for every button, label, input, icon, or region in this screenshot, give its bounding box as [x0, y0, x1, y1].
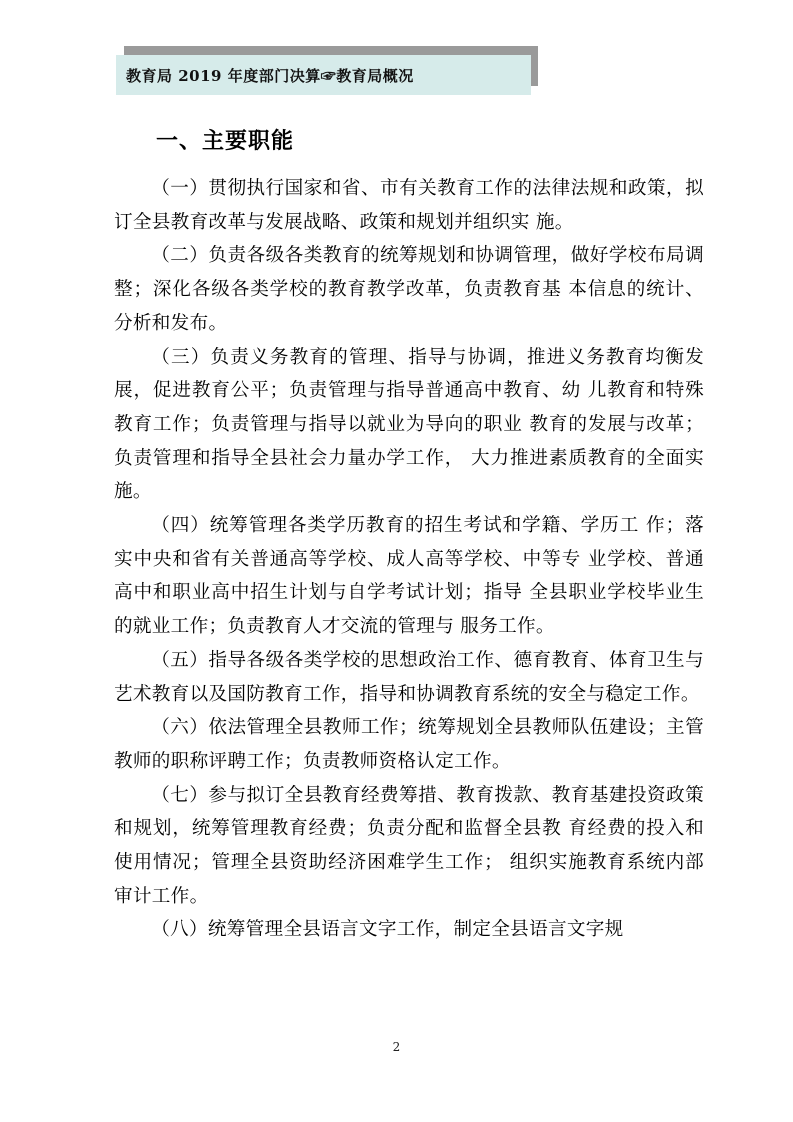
body-text [114, 172, 704, 947]
page-number: 2 [392, 1040, 401, 1054]
paragraph-6: （六）依法管理全县教师工作；统筹规划全县教师队伍建设；主管教师的职称评聘工作；负责教师资格认定工作。 [114, 717, 704, 772]
section-title: 一、主要职能 [156, 129, 295, 154]
page-header [116, 55, 531, 95]
paragraph-3: （三）负责义务教育的管理、指导与协调，推进义务教育均衡发展，促进教育公平；负责管理与指导普通高中教育、幼 儿教育和特殊教育工作；负责管理与指导以就业为导向的职业 教育的发展与改革；负责管理和指导全县社会力量办学工作， 大力推进素质教育的全面实施。 [114, 346, 704, 503]
paragraph-5: （五）指导各级各类学校的思想政治工作、德育教育、体育卫生与艺术教育以及国防教育工作，指导和协调教育系统的安全与稳定工作。 [114, 649, 704, 705]
paragraph-7: （七）参与拟订全县教育经费筹措、教育拨款、教育基建投资政策和规划，统筹管理教育经费；负责分配和监督全县教 育经费的投入和使用情况；管理全县资助经济困难学生工作； 组织实施教育系统内部审计工作。 [114, 784, 704, 907]
paragraph-2: （二）负责各级各类教育的统筹规划和协调管理，做好学校布局调整；深化各级各类学校的教育教学改革，负责教育基 本信息的统计、分析和发布。 [114, 245, 704, 334]
paragraph-1: （一）贯彻执行国家和省、市有关教育工作的法律法规和政策，拟订全县教育改革与发展战略、政策和规划并组织实 施。 [114, 178, 704, 233]
paragraph-4: （四）统筹管理各类学历教育的招生考试和学籍、学历工 作；落实中央和省有关普通高等学校、成人高等学校、中等专 业学校、普通高中和职业高中招生计划与自学考试计划；指导 全县职业学校毕业生的就业工作；负责教育人才交流的管理与 服务工作。 [114, 515, 704, 638]
header-title: 教育局 2019 年度部门决算☞教育局概况 [126, 66, 414, 85]
paragraph-8: （八）统筹管理全县语言文字工作，制定全县语言文字规 [151, 919, 624, 941]
